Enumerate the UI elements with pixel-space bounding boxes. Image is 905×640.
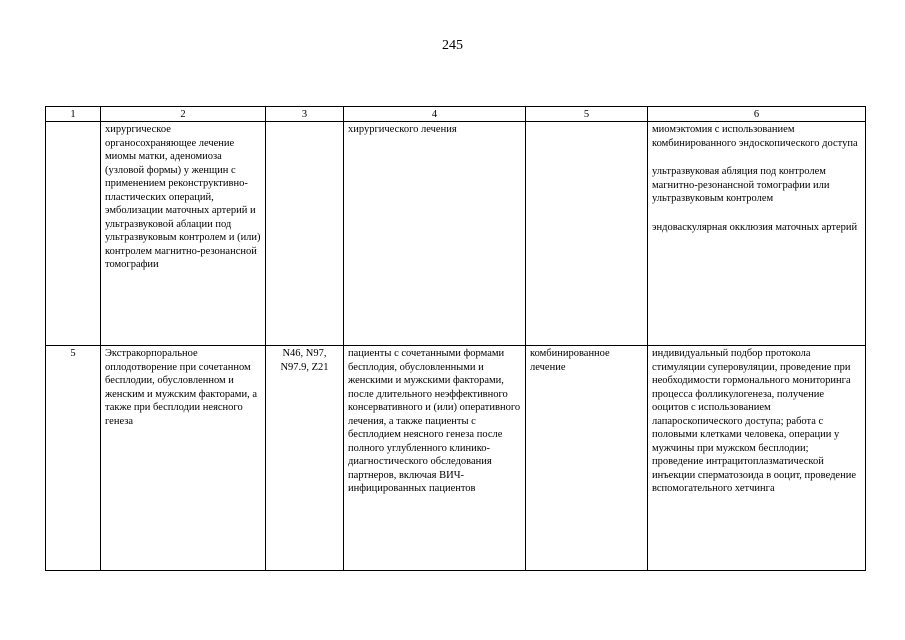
cell-patient-model: хирургического лечения [344, 122, 526, 346]
cell-patient-model: пациенты с сочетанными формами бесплодия, обусловленными и женскими и мужскими факторами, после длительного неэффективного консервативного и (или) оперативного лечения, а также пациенты с бесплодием неясного генеза после полного углубленного клинико-диагностического обследования партнеров, включая ВИЧ-инфицированных пациентов [344, 346, 526, 571]
icd-code-line: N97.9, Z21 [280, 361, 329, 373]
method-paragraph: ультразвуковая абляция под контролем магнитно-резонансной томографии или ультразвуковым контролем [652, 166, 830, 204]
table-row-5 [46, 346, 866, 571]
medical-care-table [45, 106, 866, 571]
table-header-row [46, 107, 866, 122]
header-col-4: 4 [344, 107, 526, 122]
method-paragraph: миомэктомия с использованием комбинированного эндоскопического доступа [652, 124, 858, 149]
cell-care-type: хирургическое органосохраняющее лечение миомы матки, аденомиоза (узловой формы) у женщин с применением реконструктивно-пластических операций, эмболизации маточных артерий и ультразвуковой аблации под ультразвуковым контролем и (или) контролем магнитно-резонансной томографии [101, 122, 266, 346]
header-col-2: 2 [101, 107, 266, 122]
header-col-5: 5 [526, 107, 648, 122]
cell-icd-codes [266, 346, 344, 571]
header-col-6: 6 [648, 107, 866, 122]
cell-icd-codes [266, 122, 344, 346]
table-row-continued [46, 122, 866, 346]
page-number: 245 [442, 38, 463, 53]
method-paragraph: эндоваскулярная окклюзия маточных артерий [652, 221, 858, 233]
header-col-3: 3 [266, 107, 344, 122]
cell-number: 5 [46, 346, 101, 571]
cell-treatment-type [526, 122, 648, 346]
cell-number [46, 122, 101, 346]
header-col-1: 1 [46, 107, 101, 122]
icd-code-line: N46, N97, [282, 348, 327, 359]
cell-treatment-method [648, 122, 866, 346]
cell-treatment-type: комбинированное лечение [526, 346, 648, 571]
cell-care-type: Экстракорпоральное оплодотворение при сочетанном бесплодии, обусловленном и женским и мужским факторами, а также при бесплодии неясного генеза [101, 346, 266, 571]
cell-treatment-method: индивидуальный подбор протокола стимуляции суперовуляции, проведение при необходимости гормонального мониторинга процесса фолликулогенеза, получение ооцитов с использованием лапароскопического доступа; работа с половыми клетками человека, операции у мужчины при мужском бесплодии; проведение интрацитоплазматической инъекции сперматозоида в ооцит, проведение вспомогательного хетчинга [648, 346, 866, 571]
